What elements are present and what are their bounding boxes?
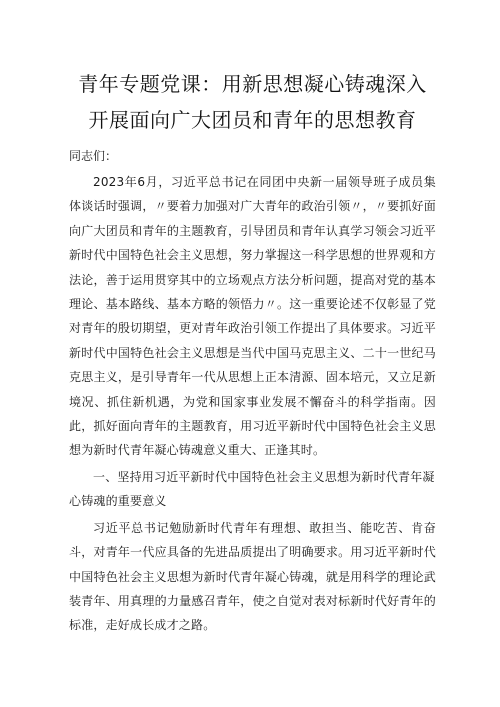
section-paragraph: 习近平总书记勉励新时代青年有理想、敢担当、能吃苦、肯奋斗，对青年一代应具备的先进品质提出了明确要求。用习近平新时代中国特色社会主义思想为新时代青年凝心铸魂，就是用科学的理论武装青年、用真理的力量感召青年，使之自觉对表对标新时代好青年的标准，走好成长成才之路。 — [69, 520, 436, 633]
intro-paragraph: 2023年6月，习近平总书记在同团中央新一届领导班子成员集体谈话时强调，〃要着力加强对广大青年的政治引领〃，〃要抓好面向广大团员和青年的主题教育，引导团员和青年认真学习领会习近平新时代中国特色社会主义思想，努力掌握这一科学思想的世界观和方法论，善于运用贯穿其中的立场观点方法分析问题，提高对党的基本理论、基本路线、基本方略的领悟力〃。这一重要论述不仅彰显了党对青年的殷切期望，更对青年政治引领工作提出了具体要求。习近平新时代中国特色社会主义思想是当代中国马克思主义、二十一世纪马克思主义，是引导青年一代从思想上正本清源、固本培元，又立足新境况、抓住新机遇，为党和国家事业发展不懈奋斗的科学指南。因此，抓好面向青年的主题教育，用习近平新时代中国特色社会主义思想为新时代青年凝心铸魂意义重大、正逢其时。 — [69, 175, 436, 458]
greeting: 同志们： — [69, 149, 118, 163]
document-title — [69, 66, 436, 138]
section-heading: 一、坚持用习近平新时代中国特色社会主义思想为新时代青年凝心铸魂的重要意义 — [69, 469, 435, 509]
title-line-2: 开展面向广大团员和青年的思想教育 — [88, 108, 417, 132]
title-line-1: 青年专题党课：用新思想凝心铸魂深入 — [78, 72, 427, 96]
